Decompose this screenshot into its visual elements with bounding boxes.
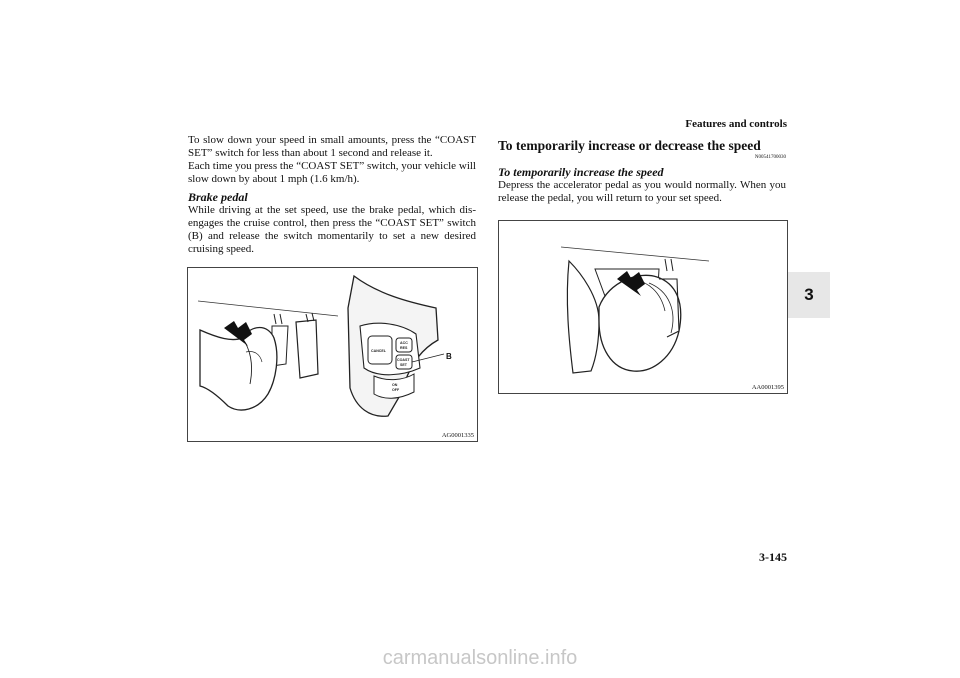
figure-brake-pedal-and-switch [187,267,478,442]
off-button-label: OFF [392,388,400,392]
paragraph-coast-small: To slow down your speed in small amounts, press the “COAST SET” switch for less than about 1 second and release it. [188,134,476,159]
paragraph-coast-each: Each time you press the “COAST SET” switch, your vehicle will slow down by about 1 mph (1.6 km/h). [188,160,476,185]
on-button-label: ON [392,383,398,387]
page-number: 3-145 [759,550,787,564]
page-header: Features and controls [685,118,787,130]
section-code: N00541700030 [754,155,786,160]
section-title: To temporarily increase or decrease the speed [498,138,761,153]
right-column [498,138,786,205]
paragraph-brake-pedal: While driving at the set speed, use the brake pedal, which dis-engages the cruise control, then press the “COAST SET” switch (B) and release the switch momentarily to set a new desired cruising speed. [188,204,476,255]
res-button-label: RES [400,346,408,350]
acc-button-label: ACC [400,341,408,345]
figure-code: AA0001395 [751,384,784,391]
cancel-button-label: CANCEL [371,349,386,353]
subhead-increase-speed: To temporarily increase the speed [498,165,664,179]
chapter-tab: 3 [788,272,830,318]
watermark[interactable]: carmanualsonline.info [382,647,578,669]
brake-switch-illustration [188,268,477,441]
figure-code: AG0001335 [441,432,474,439]
coast-button-label: COAST [397,358,410,362]
subhead-brake-pedal: Brake pedal [188,190,248,204]
figure-accelerator-pedal [498,220,788,394]
paragraph-accelerator: Depress the accelerator pedal as you would normally. When you release the pedal, you will return to your set speed. [498,179,786,204]
left-column [188,134,476,256]
set-button-label: SET [400,363,407,367]
accelerator-illustration [499,221,787,393]
callout-b: B [446,352,452,361]
